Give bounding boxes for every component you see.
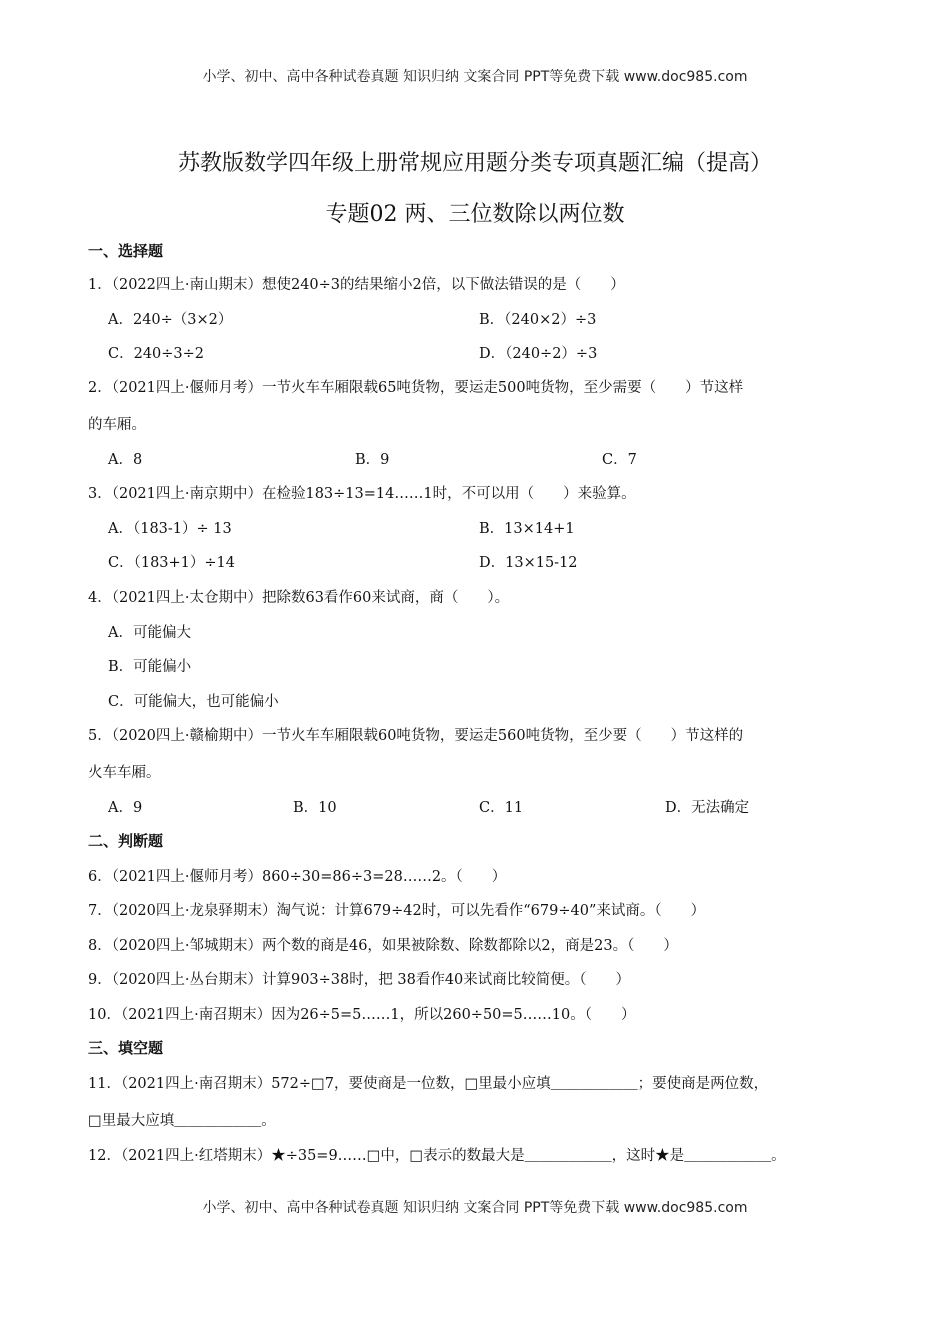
q1-option-a: A．240÷（3×2） — [108, 312, 233, 328]
question-9: 9．（2020四上·丛台期末）计算903÷38时，把 38看作40来试商比较简便。（ ） — [88, 972, 631, 988]
q5-option-b: B．10 — [293, 800, 337, 816]
section-heading-choice: 一、选择题 — [88, 242, 164, 260]
question-11-line2: □里最大应填＿＿＿＿＿＿。 — [88, 1113, 276, 1129]
section-heading-judge: 二、判断题 — [88, 832, 164, 850]
q4-option-a: A．可能偏大 — [108, 625, 191, 641]
q3-option-b: B．13×14+1 — [479, 521, 575, 537]
q3-option-d: D．13×15-12 — [479, 555, 578, 571]
question-12: 12．（2021四上·红塔期末）★÷35=9……□中，□表示的数最大是＿＿＿＿＿＿，这时★是＿＿＿＿＿＿。 — [88, 1148, 786, 1164]
q4-option-c: C．可能偏大，也可能偏小 — [108, 694, 279, 710]
document-title: 苏教版数学四年级上册常规应用题分类专项真题汇编（提高） — [177, 151, 772, 176]
question-3: 3．（2021四上·南京期中）在检验183÷13=14……1时，不可以用（ ）来验算。 — [88, 486, 636, 502]
q2-option-a: A．8 — [108, 452, 143, 468]
question-6: 6．（2021四上·偃师月考）860÷30=86÷3=28……2。（ ） — [88, 869, 507, 885]
question-5-line2: 火车车厢。 — [88, 765, 161, 781]
page-footer: 小学、初中、高中各种试卷真题 知识归纳 文案合同 PPT等免费下载 www.doc985.com — [202, 1200, 748, 1216]
question-10: 10．（2021四上·南召期末）因为26÷5=5……1，所以260÷50=5……10。（ ） — [88, 1007, 636, 1023]
q4-option-b: B．可能偏小 — [108, 659, 192, 675]
question-7: 7．（2020四上·龙泉驿期末）淘气说：计算679÷42时，可以先看作“679÷40”来试商。（ ） — [88, 903, 706, 919]
q1-option-c: C．240÷3÷2 — [108, 346, 205, 362]
question-11-line1: 11．（2021四上·南召期末）572÷□7，要使商是一位数，□里最小应填＿＿＿＿＿＿；要使商是两位数， — [88, 1076, 769, 1092]
question-2-line1: 2．（2021四上·偃师月考）一节火车车厢限载65吨货物，要运走500吨货物，至少需要（ ）节这样 — [88, 380, 744, 396]
question-4: 4．（2021四上·太仓期中）把除数63看作60来试商，商（ ）。 — [88, 590, 510, 606]
q5-option-d: D．无法确定 — [665, 800, 750, 816]
q5-option-c: C．11 — [479, 800, 524, 816]
q3-option-c: C．（183+1）÷14 — [108, 555, 235, 571]
q3-option-a: A．（183-1）÷ 13 — [108, 521, 232, 537]
q1-option-b: B．（240×2）÷3 — [479, 312, 597, 328]
q2-option-b: B．9 — [355, 452, 390, 468]
question-1: 1．（2022四上·南山期末）想使240÷3的结果缩小2倍，以下做法错误的是（ ） — [88, 277, 625, 293]
q1-option-d: D．（240÷2）÷3 — [479, 346, 598, 362]
q2-option-c: C．7 — [602, 452, 637, 468]
document-subtitle: 专题02 两、三位数除以两位数 — [325, 202, 625, 227]
question-8: 8．（2020四上·邹城期末）两个数的商是46，如果被除数、除数都除以2，商是23。（ ） — [88, 938, 678, 954]
question-2-line2: 的车厢。 — [88, 417, 146, 433]
page-header: 小学、初中、高中各种试卷真题 知识归纳 文案合同 PPT等免费下载 www.doc985.com — [202, 69, 748, 85]
section-heading-fill: 三、填空题 — [88, 1039, 164, 1057]
q5-option-a: A．9 — [108, 800, 143, 816]
question-5-line1: 5．（2020四上·赣榆期中）一节火车车厢限载60吨货物，要运走560吨货物，至少要（ ）节这样的 — [88, 728, 744, 744]
